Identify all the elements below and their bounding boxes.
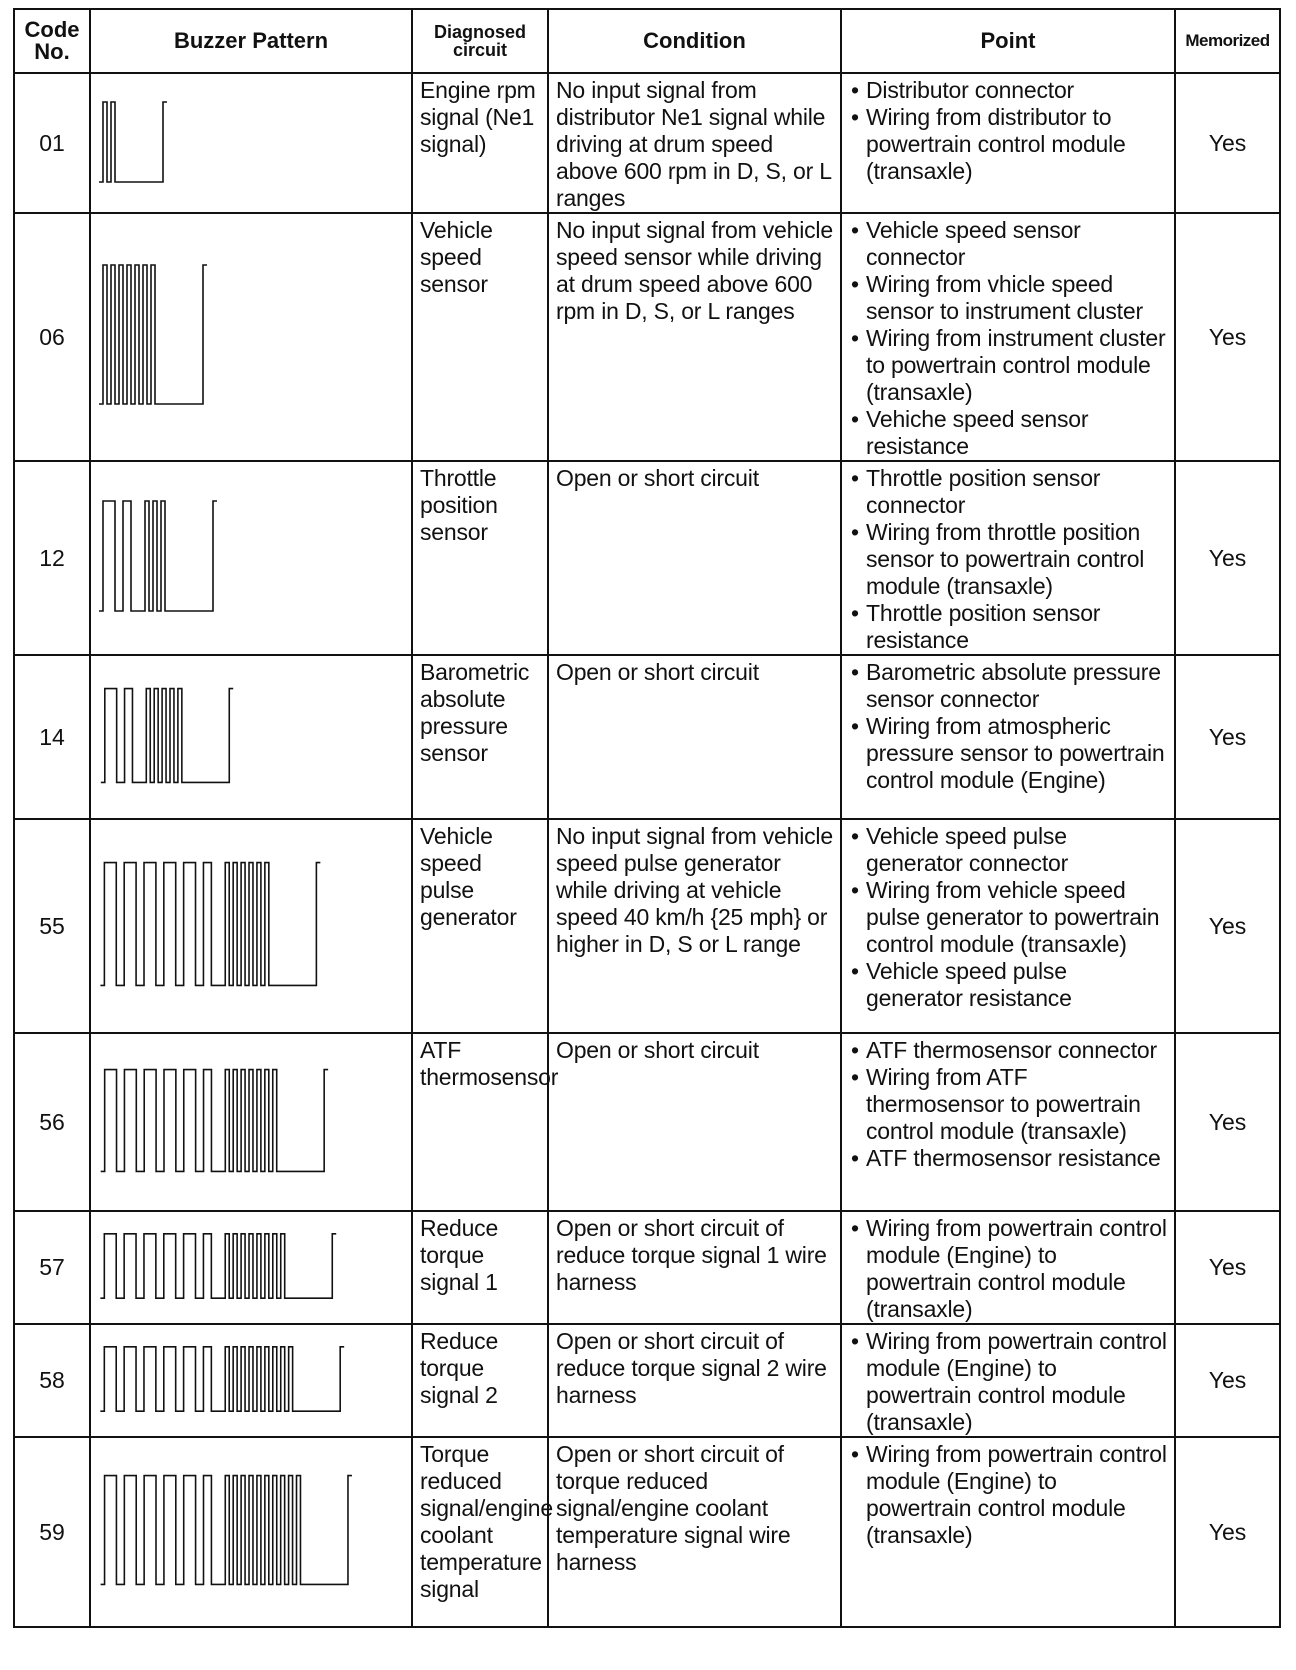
point-list xyxy=(849,217,1168,460)
point-list xyxy=(849,1328,1168,1436)
buzzer-pattern-waveform xyxy=(91,820,411,1032)
condition: Open or short circuit xyxy=(548,1033,841,1211)
buzzer-pattern xyxy=(90,1437,412,1627)
condition: No input signal from vehicle speed pulse generator while driving at vehicle speed 40 km/h {25 mph} or higher in D, S or L range xyxy=(548,819,841,1033)
point xyxy=(841,73,1175,213)
point-item: • Vehicle speed sensor connector xyxy=(849,217,1168,271)
point-list xyxy=(849,823,1168,1012)
point-item: • Throttle position sensor connector xyxy=(849,465,1168,519)
header-buzzer-pattern: Buzzer Pattern xyxy=(90,9,412,73)
memorized: Yes xyxy=(1175,1033,1280,1211)
point-item: • Wiring from powertrain control module (Engine) to powertrain control module (transaxle) xyxy=(849,1328,1168,1436)
point-item: • Vehicle speed pulse generator resistance xyxy=(849,958,1168,1012)
point-list xyxy=(849,1037,1168,1172)
memorized: Yes xyxy=(1175,819,1280,1033)
table-row xyxy=(14,213,1280,461)
code-number: 06 xyxy=(14,213,90,461)
memorized: Yes xyxy=(1175,461,1280,655)
point-list xyxy=(849,1215,1168,1323)
buzzer-pattern xyxy=(90,1211,412,1324)
table-row xyxy=(14,819,1280,1033)
point xyxy=(841,655,1175,819)
point-item: • Vehiche speed sensor resistance xyxy=(849,406,1168,460)
point-item: • Wiring from throttle position sensor to powertrain control module (transaxle) xyxy=(849,519,1168,600)
diagnosed-circuit: Throttle position sensor xyxy=(412,461,548,655)
buzzer-pattern-waveform xyxy=(91,1438,411,1626)
point-item: • Wiring from instrument cluster to powertrain control module (transaxle) xyxy=(849,325,1168,406)
diagnosed-circuit: Torque reduced signal/engine coolant temperature signal xyxy=(412,1437,548,1627)
buzzer-pulse-line xyxy=(100,863,320,986)
point-item: • Wiring from atmospheric pressure sensor to powertrain control module (Engine) xyxy=(849,713,1168,794)
diagnosed-circuit: Barometric absolute pressure sensor xyxy=(412,655,548,819)
condition: Open or short circuit of reduce torque signal 2 wire harness xyxy=(548,1324,841,1437)
code-number: 58 xyxy=(14,1324,90,1437)
point-item: • Vehicle speed pulse generator connector xyxy=(849,823,1168,877)
point-item: • Wiring from ATF thermosensor to powertrain control module (transaxle) xyxy=(849,1064,1168,1145)
header-diagnosed-circuit: Diagnosed circuit xyxy=(412,9,548,73)
point-list xyxy=(849,465,1168,654)
table-row xyxy=(14,73,1280,213)
table-row xyxy=(14,461,1280,655)
point-item: • Barometric absolute pressure sensor connector xyxy=(849,659,1168,713)
buzzer-pattern xyxy=(90,1324,412,1437)
condition: Open or short circuit of torque reduced signal/engine coolant temperature signal wire harness xyxy=(548,1437,841,1627)
buzzer-pattern-waveform xyxy=(91,656,411,818)
header-condition: Condition xyxy=(548,9,841,73)
table-body xyxy=(14,73,1280,1627)
header-memorized: Memorized xyxy=(1175,9,1280,73)
header-point: Point xyxy=(841,9,1175,73)
memorized: Yes xyxy=(1175,73,1280,213)
point xyxy=(841,1033,1175,1211)
buzzer-pattern xyxy=(90,213,412,461)
point-list xyxy=(849,659,1168,794)
buzzer-pulse-line xyxy=(99,102,167,182)
point xyxy=(841,213,1175,461)
memorized: Yes xyxy=(1175,655,1280,819)
point-item: • ATF thermosensor connector xyxy=(849,1037,1168,1064)
buzzer-pattern-waveform xyxy=(91,1034,411,1210)
code-number: 56 xyxy=(14,1033,90,1211)
buzzer-pulse-line xyxy=(100,1234,336,1298)
code-number: 01 xyxy=(14,73,90,213)
buzzer-pattern xyxy=(90,73,412,213)
point xyxy=(841,461,1175,655)
condition: Open or short circuit xyxy=(548,655,841,819)
buzzer-pattern xyxy=(90,1033,412,1211)
buzzer-pattern-waveform xyxy=(91,1325,411,1436)
buzzer-pattern-waveform xyxy=(91,214,411,460)
header-code: Code No. xyxy=(14,9,90,73)
table-row xyxy=(14,655,1280,819)
buzzer-pattern-waveform xyxy=(91,1212,411,1323)
memorized: Yes xyxy=(1175,1211,1280,1324)
diagnosed-circuit: Vehicle speed sensor xyxy=(412,213,548,461)
buzzer-pulse-line xyxy=(100,1347,344,1411)
buzzer-pattern xyxy=(90,461,412,655)
point-item: • Distributor connector xyxy=(849,77,1168,104)
memorized: Yes xyxy=(1175,1324,1280,1437)
header-row xyxy=(14,9,1280,73)
buzzer-pattern xyxy=(90,819,412,1033)
table-row xyxy=(14,1033,1280,1211)
code-number: 59 xyxy=(14,1437,90,1627)
code-number: 57 xyxy=(14,1211,90,1324)
point-list xyxy=(849,1441,1168,1549)
point-item: • Wiring from powertrain control module (Engine) to powertrain control module (transaxle) xyxy=(849,1441,1168,1549)
memorized: Yes xyxy=(1175,213,1280,461)
point xyxy=(841,819,1175,1033)
code-number: 55 xyxy=(14,819,90,1033)
diagnosed-circuit: Vehicle speed pulse generator xyxy=(412,819,548,1033)
point-item: • Wiring from vehicle speed pulse generator to powertrain control module (transaxle) xyxy=(849,877,1168,958)
diagnosed-circuit: Reduce torque signal 2 xyxy=(412,1324,548,1437)
table-row xyxy=(14,1211,1280,1324)
memorized: Yes xyxy=(1175,1437,1280,1627)
diagnostic-code-table xyxy=(13,8,1281,1628)
point-item: • Wiring from distributor to powertrain control module (transaxle) xyxy=(849,104,1168,185)
buzzer-pulse-line xyxy=(99,265,207,404)
buzzer-pulse-line xyxy=(99,501,217,611)
point-item: • ATF thermosensor resistance xyxy=(849,1145,1168,1172)
table-row xyxy=(14,1437,1280,1627)
condition: No input signal from distributor Ne1 signal while driving at drum speed above 600 rpm in D, S, or L ranges xyxy=(548,73,841,213)
code-number: 14 xyxy=(14,655,90,819)
point-item: • Wiring from vhicle speed sensor to instrument cluster xyxy=(849,271,1168,325)
diagnosed-circuit: Reduce torque signal 1 xyxy=(412,1211,548,1324)
point xyxy=(841,1211,1175,1324)
diagnosed-circuit: ATF thermosensor xyxy=(412,1033,548,1211)
condition: No input signal from vehicle speed sensor while driving at drum speed above 600 rpm in D, S, or L ranges xyxy=(548,213,841,461)
code-number: 12 xyxy=(14,461,90,655)
buzzer-pulse-line xyxy=(101,689,233,783)
condition: Open or short circuit xyxy=(548,461,841,655)
buzzer-pattern-waveform xyxy=(91,462,411,654)
point xyxy=(841,1437,1175,1627)
table-row xyxy=(14,1324,1280,1437)
buzzer-pulse-line xyxy=(101,1476,352,1585)
condition: Open or short circuit of reduce torque signal 1 wire harness xyxy=(548,1211,841,1324)
buzzer-pattern xyxy=(90,655,412,819)
buzzer-pattern-waveform xyxy=(91,74,411,212)
point-item: • Wiring from powertrain control module (Engine) to powertrain control module (transaxle) xyxy=(849,1215,1168,1323)
diagnosed-circuit: Engine rpm signal (Ne1 signal) xyxy=(412,73,548,213)
point-item: • Throttle position sensor resistance xyxy=(849,600,1168,654)
point xyxy=(841,1324,1175,1437)
point-list xyxy=(849,77,1168,185)
buzzer-pulse-line xyxy=(101,1070,328,1172)
